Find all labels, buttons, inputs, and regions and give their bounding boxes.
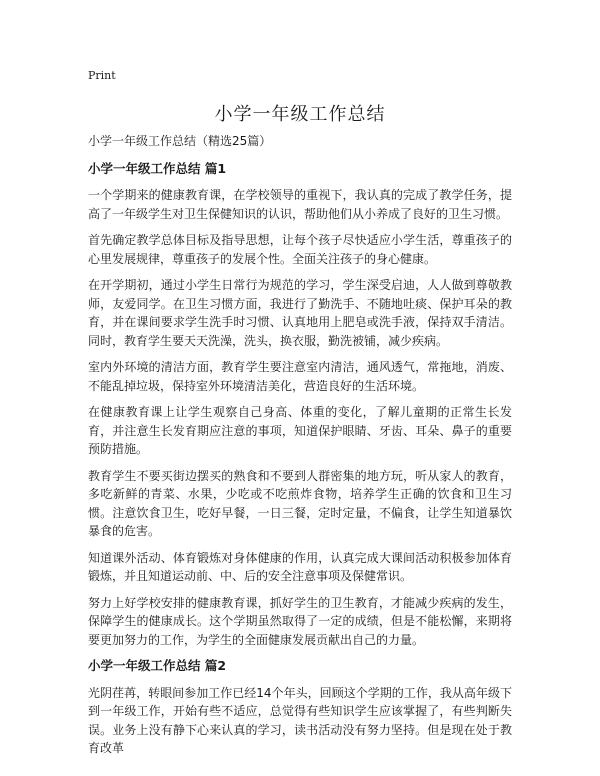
paragraph: 努力上好学校安排的健康教育课，抓好学生的卫生教育，才能减少疾病的发生，保障学生的健康成长。这个学期虽然取得了一定的成绩，但是不能松懈，来期将要更加努力的工作，为学生的全面健康发展贡献出自己的力量。 [88, 595, 512, 647]
document-body [88, 132, 512, 766]
paragraph: 在开学期初，通过小学生日常行为规范的学习，学生深受启迪，人人做到尊敬教师，友爱同学。在卫生习惯方面，我进行了勤洗手、不随地吐痰、保护耳朵的教育，并在课间要求学生洗手时习惯、认真地用上肥皂或洗手液，保持双手清洁。同时，教育学生要天天洗澡，洗头，换衣服，勤洗被铺，减少疾病。 [88, 278, 512, 348]
paragraph: 在健康教育课上让学生观察自己身高、体重的变化，了解儿童期的正常生长发育，并注意生长发育期应注意的事项，知道保护眼睛、牙齿、耳朵、鼻子的重要预防措施。 [88, 405, 512, 456]
paragraph: 光阴荏苒，转眼间参加工作已经14个年头，回顾这个学期的工作，我从高年级下到一年级工作，开始有些不适应，总觉得有些知识学生应该掌握了，有些判断失误。业务上没有静下心来认真的学习，读书活动没有努力坚持。但是现在处于教育改革 [88, 685, 512, 755]
section-heading-1: 小学一年级工作总结 篇1 [88, 160, 227, 176]
paragraph: 首先确定教学总体目标及指导思想，让每个孩子尽快适应小学生活，尊重孩子的心里发展规律，尊重孩子的发展个性。全面关注孩子的身心健康。 [88, 233, 512, 266]
paragraph: 教育学生不要买街边摆买的熟食和不要到人群密集的地方玩，听从家人的教育，多吃新鲜的青菜、水果，少吃或不吃煎炸食物，培养学生正确的饮食和卫生习惯。注意饮食卫生，吃好早餐，一日三餐，定时定量，不偏食，让学生知道暴饮暴食的危害。 [88, 468, 512, 538]
paragraph: 室内外环境的清洁方面，教育学生要注意室内清洁，通风透气，常拖地，消废、不能乱掉垃圾，保持室外环境清洁美化，营造良好的生活环境。 [88, 360, 512, 393]
document-subtitle: 小学一年级工作总结（精选25篇） [88, 134, 272, 148]
section-heading-2: 小学一年级工作总结 篇2 [88, 658, 227, 673]
paragraph: 一个学期来的健康教育课，在学校领导的重视下，我认真的完成了教学任务，提高了一年级学生对卫生保健知识的认识，帮助他们从小养成了良好的卫生习惯。 [88, 188, 512, 221]
print-link[interactable]: Print [88, 69, 116, 82]
page-title: 小学一年级工作总结 [214, 104, 386, 125]
paragraph: 知道课外活动、体育锻炼对身体健康的作用，认真完成大课间活动积极参加体育锻炼，并且知道运动前、中、后的安全注意事项及保健常识。 [88, 550, 512, 583]
